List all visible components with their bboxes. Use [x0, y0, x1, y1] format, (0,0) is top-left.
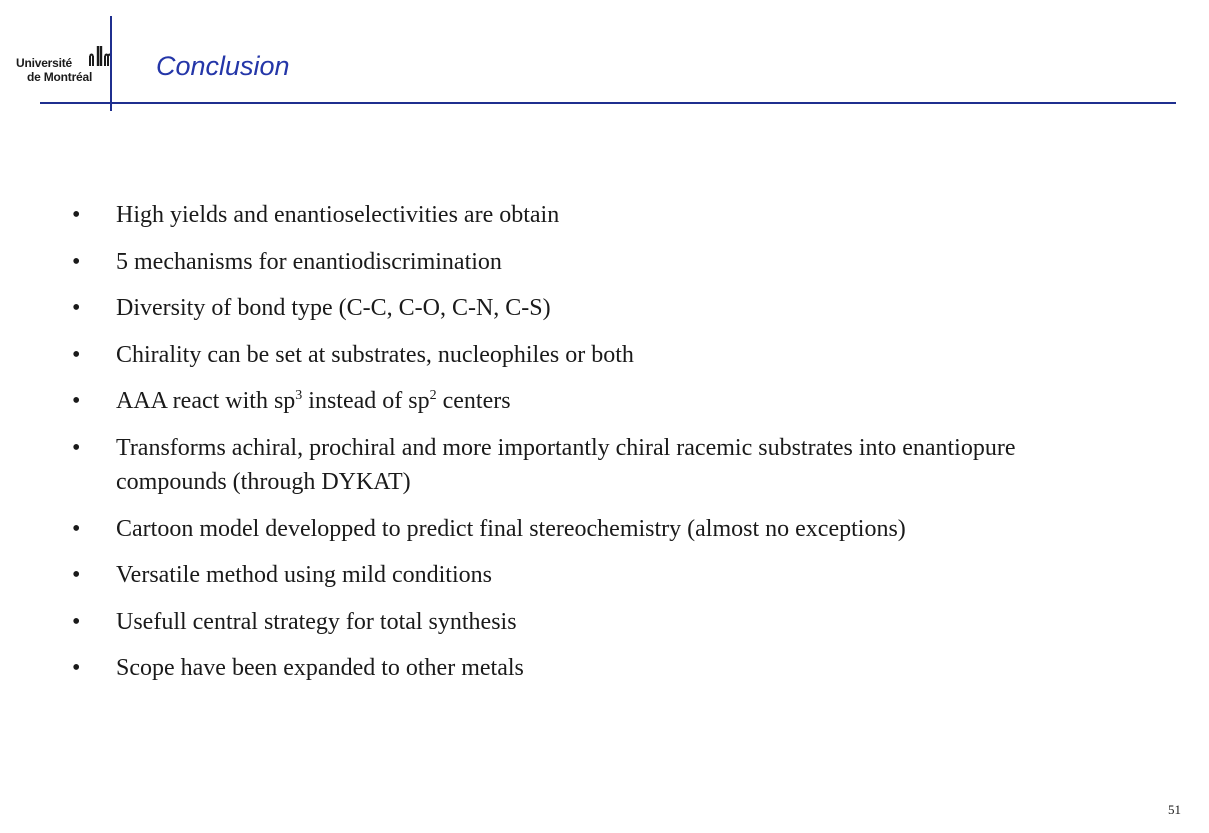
bullet-text: Cartoon model developped to predict final stereochemistry (almost no exceptions) [116, 515, 906, 542]
page-number: 51 [1168, 802, 1181, 817]
bullet-text: Chirality can be set at substrates, nucleophiles or both [116, 341, 634, 368]
bullet-marker: • [72, 655, 81, 682]
bullet-marker: • [72, 388, 81, 415]
bullet-marker: • [72, 202, 81, 228]
bullet-item [72, 512, 1132, 546]
bullet-item [72, 384, 1132, 418]
bullet-text: High yields and enantioselectivities are obtain [116, 202, 560, 228]
bullet-marker: • [72, 562, 81, 589]
conclusion-bullet-list [72, 198, 1132, 698]
bullet-marker: • [72, 248, 81, 275]
bullet-item [72, 651, 1132, 685]
bullet-item [72, 245, 1132, 279]
bullet-text-part: instead of sp [302, 388, 430, 415]
logo-text-line2: de Montréal [27, 70, 93, 84]
bullet-text: Versatile method using mild conditions [116, 562, 492, 589]
superscript: 2 [429, 388, 437, 404]
bullet-marker: • [72, 515, 81, 542]
bullet-text: Diversity of bond type (C-C, C-O, C-N, C-S) [116, 295, 551, 322]
bullet-item [72, 291, 1132, 325]
superscript: 3 [295, 388, 303, 404]
bullet-marker: • [72, 434, 81, 461]
bullet-marker: • [72, 608, 81, 635]
header-horizontal-divider [40, 102, 1176, 104]
bullet-text-part: AAA react with sp [116, 388, 296, 415]
bullet-marker: • [72, 341, 81, 368]
bullet-text-part: centers [436, 388, 511, 415]
bullet-text: Transforms achiral, prochiral and more importantly chiral racemic substrates into enantiopure compounds (through DYKAT) [116, 434, 1016, 495]
bullet-text: Usefull central strategy for total synthesis [116, 608, 517, 635]
bullet-item [72, 558, 1132, 592]
bullet-item [72, 198, 1132, 232]
header-vertical-divider [110, 16, 112, 111]
university-logo [10, 40, 110, 90]
bullet-text: 5 mechanisms for enantiodiscrimination [116, 248, 502, 275]
bullet-item [72, 431, 1132, 499]
bullet-marker: • [72, 295, 81, 322]
logo-text-line1: Université [16, 56, 73, 70]
bullet-item [72, 605, 1132, 639]
bullet-item [72, 338, 1132, 372]
bullet-text: Scope have been expanded to other metals [116, 655, 524, 682]
slide-title: Conclusion [156, 51, 290, 81]
